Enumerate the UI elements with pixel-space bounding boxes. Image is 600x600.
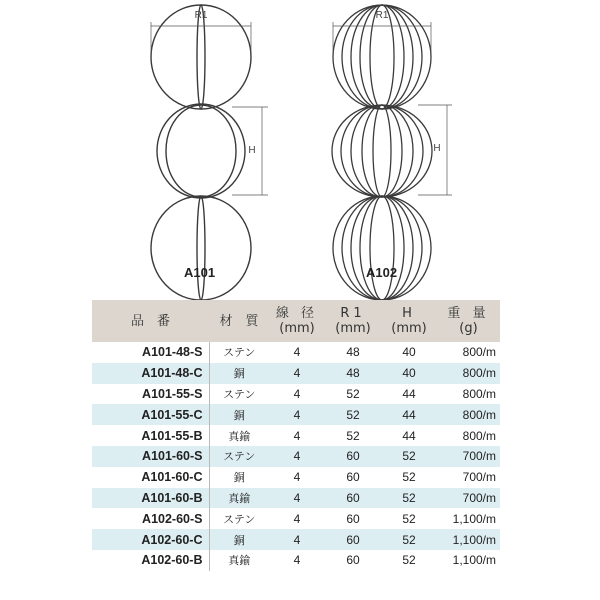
table-row xyxy=(92,404,500,425)
cell-wire-diameter: 4 xyxy=(293,345,301,360)
header-wire-diameter-line: 線 径 xyxy=(275,306,319,321)
cell-h: 44 xyxy=(402,386,416,401)
a102-ring-middle-4 xyxy=(362,105,402,197)
a101-caption: A101 xyxy=(184,265,216,280)
a102-ring-bottom-5 xyxy=(370,196,394,300)
chain-drawing-a101 xyxy=(151,5,268,300)
cell-weight: 1,100/m xyxy=(452,553,496,568)
cell-r1: 60 xyxy=(346,511,360,526)
cell-weight: 700/m xyxy=(437,446,500,467)
cell-wire-diameter: 4 xyxy=(293,553,301,568)
header-weight-line: (g) xyxy=(459,321,478,336)
a101-ring-middle-inner xyxy=(166,105,236,197)
a102-caption: A102 xyxy=(366,265,398,280)
cell-wire-diameter: 4 xyxy=(293,428,301,443)
cell-material: 真鍮 xyxy=(209,425,269,446)
cell-h: 52 xyxy=(402,553,416,568)
table-row xyxy=(92,488,500,509)
spec-table-body xyxy=(92,342,500,571)
cell-code: A101-55-B xyxy=(141,428,203,443)
cell-weight: 800/m xyxy=(462,345,496,360)
table-row xyxy=(92,529,500,550)
cell-code: A102-60-S xyxy=(142,511,203,526)
cell-r1: 52 xyxy=(325,404,381,425)
cell-wire-diameter: 4 xyxy=(293,470,301,485)
cell-material: ステン xyxy=(209,446,269,467)
a102-ring-middle-3 xyxy=(351,105,413,197)
header-r1-line: R1 xyxy=(340,306,366,321)
header-material-line: 材 質 xyxy=(219,313,259,329)
a102-r1-dimension xyxy=(333,22,431,52)
cell-code: A101-55-C xyxy=(92,404,209,425)
table-row xyxy=(92,363,500,384)
cell-h: 52 xyxy=(402,511,416,526)
header-wire-diameter-line: (mm) xyxy=(279,321,315,336)
table-row xyxy=(92,467,500,488)
cell-h: 44 xyxy=(402,428,416,443)
table-row xyxy=(92,384,500,405)
a101-h-label: H xyxy=(248,145,256,156)
header-h-line: H xyxy=(402,306,416,321)
a102-ring-middle-5 xyxy=(373,105,391,197)
cell-code: A101-60-B xyxy=(92,488,209,509)
cell-r1: 60 xyxy=(346,553,360,568)
cell-h: 52 xyxy=(402,470,416,485)
cell-weight: 1,100/m xyxy=(437,529,500,550)
cell-code: A102-60-C xyxy=(92,529,209,550)
cell-material: ステン xyxy=(209,508,269,529)
spec-table xyxy=(92,300,500,571)
cell-wire-diameter: 4 xyxy=(293,386,301,401)
cell-weight: 800/m xyxy=(437,363,500,384)
cell-wire-diameter: 4 xyxy=(269,488,325,509)
cell-code: A101-55-S xyxy=(142,386,203,401)
cell-code: A101-48-S xyxy=(142,345,203,360)
a101-r1-label: R1 xyxy=(194,10,208,21)
cell-code: A102-60-B xyxy=(141,553,203,568)
cell-h: 40 xyxy=(402,345,416,360)
a102-ring-bottom-4 xyxy=(360,196,404,300)
cell-material: 銅 xyxy=(209,529,269,550)
table-row xyxy=(92,508,500,529)
a102-ring-middle-2 xyxy=(341,105,423,197)
cell-code: A101-60-C xyxy=(141,470,203,485)
header-h xyxy=(381,300,437,342)
cell-material: ステン xyxy=(209,384,269,405)
cell-wire-diameter: 4 xyxy=(269,363,325,384)
cell-material: 銅 xyxy=(209,467,269,488)
header-code-line: 品 番 xyxy=(130,313,170,329)
cell-material: ステン xyxy=(209,342,269,363)
cell-h: 40 xyxy=(381,363,437,384)
header-r1 xyxy=(325,300,381,342)
a102-ring-bottom-2 xyxy=(342,196,422,300)
cell-code: A101-60-S xyxy=(92,446,209,467)
cell-r1: 60 xyxy=(325,488,381,509)
cell-r1: 48 xyxy=(346,345,360,360)
a101-ring-middle-outer xyxy=(157,104,245,198)
header-material xyxy=(209,300,269,342)
chain-drawing-a102 xyxy=(332,5,452,300)
cell-material: 真鍮 xyxy=(209,488,269,509)
cell-weight: 700/m xyxy=(437,488,500,509)
cell-h: 52 xyxy=(381,446,437,467)
cell-wire-diameter: 4 xyxy=(269,404,325,425)
table-row xyxy=(92,550,500,571)
cell-material: 銅 xyxy=(209,363,269,384)
a102-h-label: H xyxy=(433,143,441,154)
cell-weight: 1,100/m xyxy=(452,511,496,526)
cell-weight: 800/m xyxy=(462,386,496,401)
a102-r1-label: R1 xyxy=(375,10,389,21)
a102-ring-middle-1 xyxy=(332,105,432,197)
cell-h: 44 xyxy=(381,404,437,425)
table-row xyxy=(92,425,500,446)
cell-material: 真鍮 xyxy=(209,550,269,571)
cell-r1: 52 xyxy=(346,386,360,401)
header-r1-line: (mm) xyxy=(335,321,371,336)
header-wire-diameter xyxy=(269,300,325,342)
cell-weight: 700/m xyxy=(462,470,496,485)
header-code xyxy=(92,300,209,342)
cell-code: A101-48-C xyxy=(92,363,209,384)
header-weight xyxy=(437,300,500,342)
cell-r1: 60 xyxy=(346,470,360,485)
header-weight-line: 重 量 xyxy=(447,306,490,321)
cell-r1: 52 xyxy=(346,428,360,443)
a101-ring-bottom-edge xyxy=(197,196,205,300)
cell-weight: 800/m xyxy=(437,404,500,425)
table-row xyxy=(92,446,500,467)
cell-wire-diameter: 4 xyxy=(293,511,301,526)
a101-ring-bottom xyxy=(151,196,251,300)
cell-h: 52 xyxy=(381,488,437,509)
cell-weight: 800/m xyxy=(462,428,496,443)
table-row xyxy=(92,342,500,363)
cell-r1: 48 xyxy=(325,363,381,384)
a102-ring-bottom-1 xyxy=(333,196,431,300)
cell-h: 52 xyxy=(381,529,437,550)
cell-wire-diameter: 4 xyxy=(269,446,325,467)
header-h-line: (mm) xyxy=(391,321,427,336)
spec-table-header xyxy=(92,300,500,342)
cell-r1: 60 xyxy=(325,446,381,467)
cell-wire-diameter: 4 xyxy=(269,529,325,550)
cell-material: 銅 xyxy=(209,404,269,425)
a101-r1-dimension xyxy=(151,22,251,52)
cell-r1: 60 xyxy=(325,529,381,550)
